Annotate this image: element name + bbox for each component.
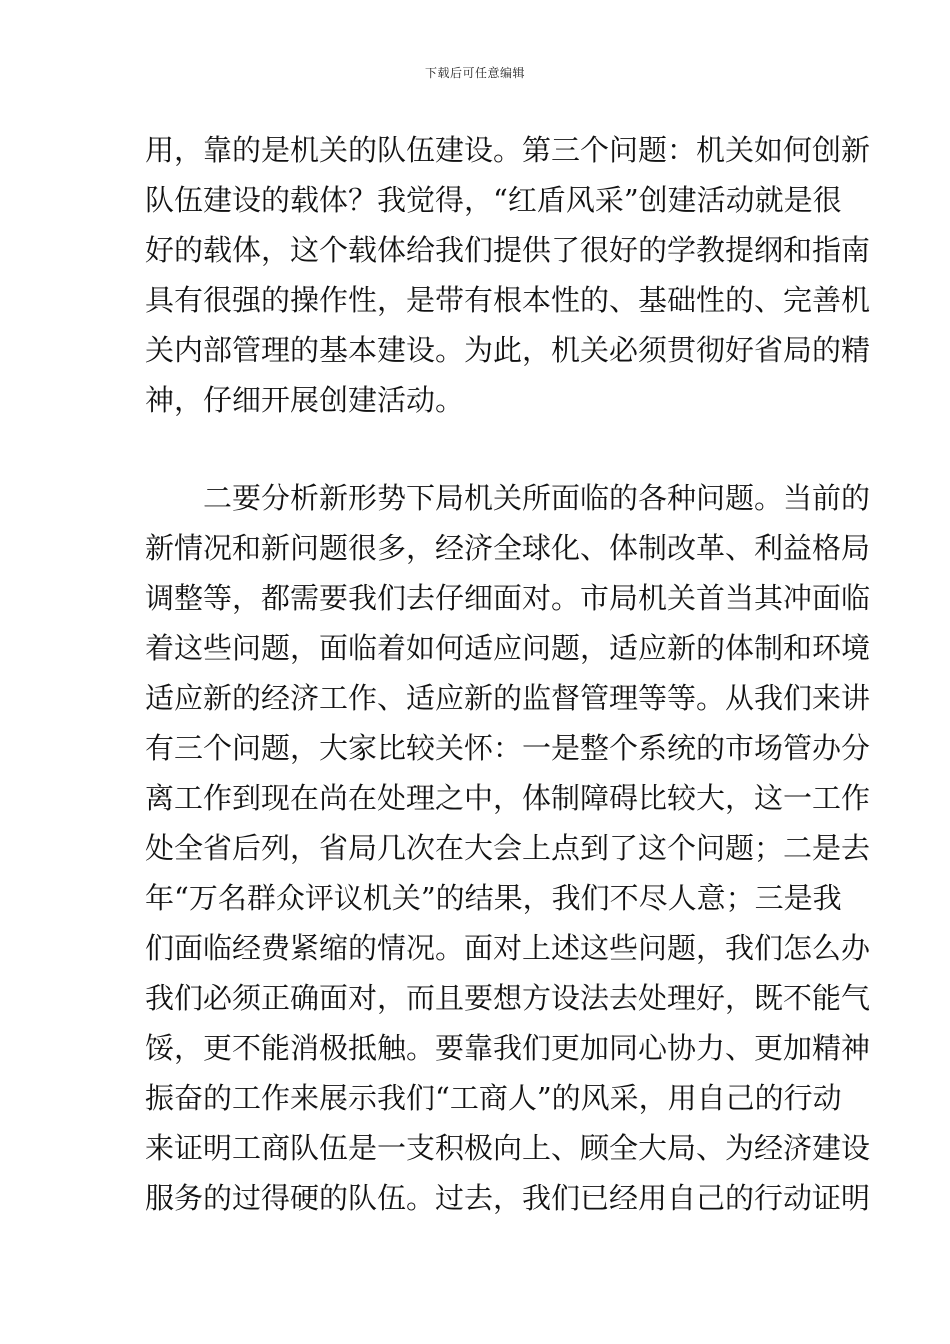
paragraph-2: [145, 473, 871, 1223]
text-line: 来证明工商队伍是一支积极向上、顾全大局、为经济建设: [145, 1131, 871, 1165]
text-line: 关内部管理的基本建设。为此，机关必须贯彻好省局的精: [145, 333, 871, 367]
text-line: 着这些问题，面临着如何适应问题，适应新的体制和环境: [145, 631, 871, 665]
text-line: 适应新的经济工作、适应新的监督管理等等。从我们来讲: [145, 681, 871, 715]
text-line: 二要分析新形势下局机关所面临的各种问题。当前的: [203, 481, 871, 515]
text-line: 神，仔细开展创建活动。: [145, 383, 465, 417]
page-header: 下载后可任意编辑: [424, 66, 525, 80]
text-line: 服务的过得硬的队伍。过去，我们已经用自己的行动证明: [145, 1181, 871, 1215]
text-line: 队伍建设的载体？我觉得，“红盾风采”创建活动就是很: [145, 183, 842, 217]
text-line: 用，靠的是机关的队伍建设。第三个问题：机关如何创新: [145, 133, 871, 167]
text-line: 们面临经费紧缩的情况。面对上述这些问题，我们怎么办: [145, 931, 871, 965]
paragraph-1: [145, 125, 871, 425]
text-line: 离工作到现在尚在处理之中，体制障碍比较大，这一工作: [145, 781, 871, 815]
text-line: 具有很强的操作性，是带有根本性的、基础性的、完善机: [145, 283, 871, 317]
text-line: 馁，更不能消极抵触。要靠我们更加同心协力、更加精神: [145, 1031, 871, 1065]
text-line: 有三个问题，大家比较关怀：一是整个系统的市场管办分: [145, 731, 871, 765]
text-line: 好的载体，这个载体给我们提供了很好的学教提纲和指南: [145, 233, 871, 267]
text-line: 处全省后列，省局几次在大会上点到了这个问题；二是去: [145, 831, 871, 865]
text-line: 调整等，都需要我们去仔细面对。市局机关首当其冲面临: [145, 581, 871, 615]
text-line: 新情况和新问题很多，经济全球化、体制改革、利益格局: [145, 531, 871, 565]
text-line: 振奋的工作来展示我们“工商人”的风采，用自己的行动: [145, 1081, 842, 1115]
text-line: 我们必须正确面对，而且要想方设法去处理好，既不能气: [145, 981, 871, 1015]
text-line: 年“万名群众评议机关”的结果，我们不尽人意；三是我: [145, 881, 842, 915]
